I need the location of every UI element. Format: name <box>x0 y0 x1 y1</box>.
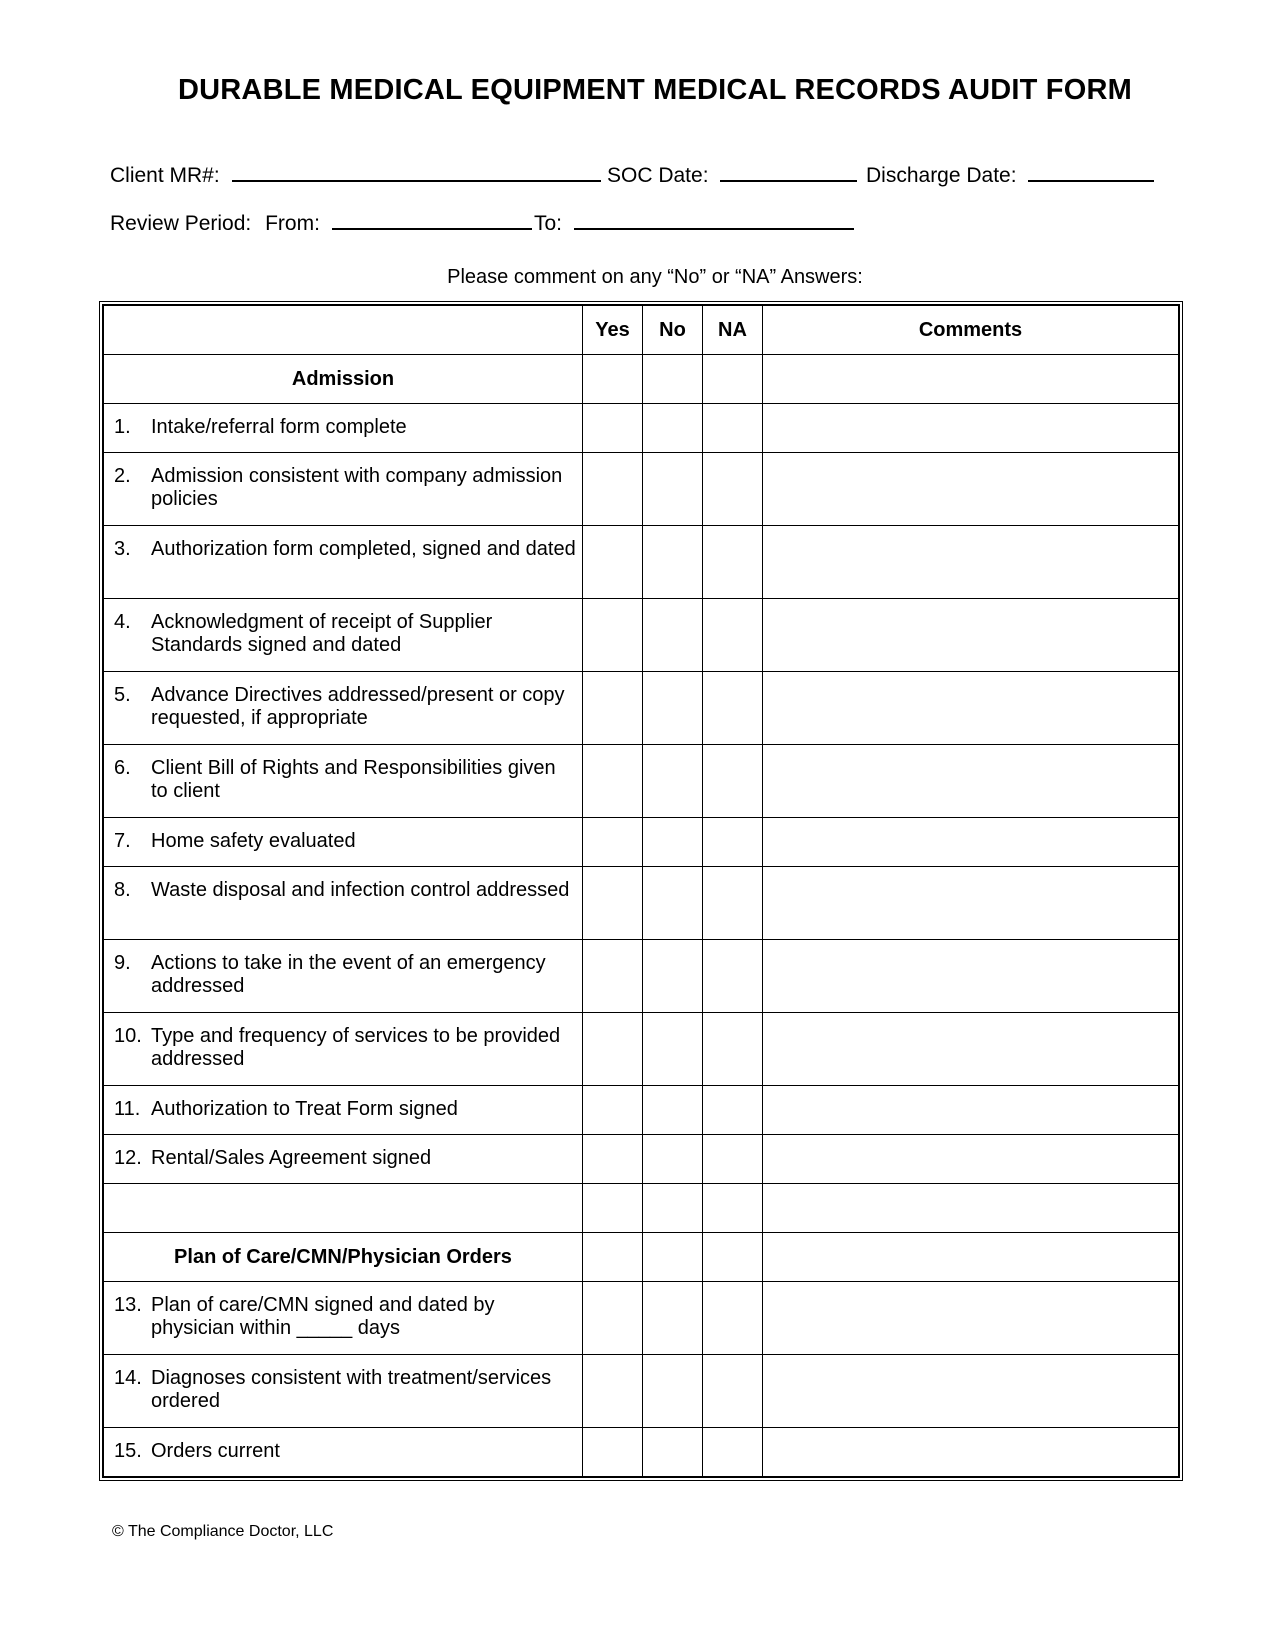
item-cell <box>104 1184 583 1233</box>
yes-checkbox-cell[interactable] <box>583 818 643 867</box>
from-date-field[interactable] <box>332 210 532 230</box>
item-number: 3. <box>114 538 131 560</box>
item-cell <box>104 599 583 672</box>
no-checkbox-cell[interactable] <box>643 1355 703 1428</box>
na-checkbox-cell <box>703 355 763 404</box>
comments-cell[interactable] <box>763 867 1179 940</box>
yes-checkbox-cell[interactable] <box>583 745 643 818</box>
item-cell <box>104 1013 583 1086</box>
na-checkbox-cell[interactable] <box>703 1013 763 1086</box>
item-text: Waste disposal and infection control addressed <box>151 879 570 901</box>
item-cell <box>104 1282 583 1355</box>
na-checkbox-cell[interactable] <box>703 745 763 818</box>
copyright: © The Compliance Doctor, LLC <box>112 1523 334 1540</box>
na-checkbox-cell[interactable] <box>703 404 763 453</box>
no-checkbox-cell[interactable] <box>643 1013 703 1086</box>
yes-checkbox-cell[interactable] <box>583 1013 643 1086</box>
no-checkbox-cell[interactable] <box>643 818 703 867</box>
item-text-wrap <box>104 1428 582 1463</box>
to-date-field[interactable] <box>574 210 854 230</box>
no-checkbox-cell[interactable] <box>643 867 703 940</box>
item-text-wrap <box>104 818 582 853</box>
item-text-wrap <box>104 526 582 561</box>
blank-row <box>104 1184 1179 1233</box>
table-row <box>104 599 1179 672</box>
yes-checkbox-cell[interactable] <box>583 453 643 526</box>
section-row <box>104 355 1179 404</box>
to-label: To: <box>534 212 563 235</box>
yes-checkbox-cell[interactable] <box>583 1282 643 1355</box>
na-checkbox-cell[interactable] <box>703 940 763 1013</box>
na-checkbox-cell <box>703 1184 763 1233</box>
table-row <box>104 1355 1179 1428</box>
na-checkbox-cell <box>703 1233 763 1282</box>
table-header-row <box>104 306 1179 355</box>
no-checkbox-cell[interactable] <box>643 404 703 453</box>
to-line <box>534 210 854 236</box>
no-checkbox-cell[interactable] <box>643 672 703 745</box>
item-number: 8. <box>114 879 131 901</box>
yes-checkbox-cell <box>583 1184 643 1233</box>
item-text-wrap <box>104 599 582 657</box>
yes-checkbox-cell[interactable] <box>583 867 643 940</box>
comments-cell[interactable] <box>763 404 1179 453</box>
form-title: DURABLE MEDICAL EQUIPMENT MEDICAL RECORDS AUDIT FORM <box>178 74 1132 106</box>
item-cell <box>104 404 583 453</box>
comment-instruction: Please comment on any “No” or “NA” Answers: <box>447 266 863 288</box>
yes-checkbox-cell[interactable] <box>583 404 643 453</box>
table-row <box>104 1013 1179 1086</box>
yes-checkbox-cell[interactable] <box>583 1355 643 1428</box>
section-row <box>104 1233 1179 1282</box>
item-number: 9. <box>114 952 131 974</box>
table-row <box>104 1282 1179 1355</box>
item-text: Authorization to Treat Form signed <box>151 1098 458 1120</box>
table-row <box>104 404 1179 453</box>
discharge-date-field[interactable] <box>1028 162 1154 182</box>
comments-cell[interactable] <box>763 599 1179 672</box>
item-number: 14. <box>114 1367 142 1389</box>
from-label: From: <box>265 212 320 235</box>
item-text-wrap <box>104 745 582 803</box>
item-number: 12. <box>114 1147 142 1169</box>
item-cell <box>104 745 583 818</box>
item-text: Advance Directives addressed/present or copy requested, if appropriate <box>151 684 565 729</box>
yes-checkbox-cell[interactable] <box>583 526 643 599</box>
audit-table <box>99 301 1183 1481</box>
item-number: 10. <box>114 1025 142 1047</box>
na-checkbox-cell[interactable] <box>703 453 763 526</box>
item-number: 1. <box>114 416 131 438</box>
comments-cell[interactable] <box>763 1135 1179 1184</box>
table-row <box>104 672 1179 745</box>
item-text: Client Bill of Rights and Responsibilities given to client <box>151 757 556 802</box>
comments-cell[interactable] <box>763 1086 1179 1135</box>
no-checkbox-cell[interactable] <box>643 599 703 672</box>
header-yes: Yes <box>583 306 643 355</box>
table-row <box>104 1428 1179 1477</box>
review-period-label: Review Period: <box>110 212 252 235</box>
yes-checkbox-cell[interactable] <box>583 672 643 745</box>
table-row <box>104 818 1179 867</box>
item-number: 6. <box>114 757 131 779</box>
header-no: No <box>643 306 703 355</box>
item-text-wrap <box>104 1013 582 1071</box>
item-text-wrap <box>104 1282 582 1340</box>
na-checkbox-cell[interactable] <box>703 599 763 672</box>
no-checkbox-cell[interactable] <box>643 940 703 1013</box>
comments-cell <box>763 1184 1179 1233</box>
comments-cell[interactable] <box>763 1282 1179 1355</box>
comments-cell[interactable] <box>763 526 1179 599</box>
comments-cell[interactable] <box>763 1013 1179 1086</box>
no-checkbox-cell[interactable] <box>643 1135 703 1184</box>
no-checkbox-cell[interactable] <box>643 526 703 599</box>
item-text: Orders current <box>151 1440 280 1462</box>
header-line-1 <box>110 162 601 188</box>
no-checkbox-cell[interactable] <box>643 745 703 818</box>
item-cell <box>104 453 583 526</box>
soc-date-label: SOC Date: <box>607 164 709 187</box>
item-number: 13. <box>114 1294 142 1316</box>
item-text: Admission consistent with company admission policies <box>151 465 563 510</box>
item-text-wrap <box>104 940 582 998</box>
comments-cell[interactable] <box>763 672 1179 745</box>
item-number: 15. <box>114 1440 142 1462</box>
header-na: NA <box>703 306 763 355</box>
header-comments: Comments <box>763 306 1179 355</box>
table-row <box>104 940 1179 1013</box>
item-text: Type and frequency of services to be provided addressed <box>151 1025 561 1070</box>
yes-checkbox-cell[interactable] <box>583 940 643 1013</box>
item-text-wrap <box>104 1086 582 1121</box>
client-mr-field[interactable] <box>232 162 601 182</box>
item-cell <box>104 672 583 745</box>
discharge-date-line <box>866 162 1154 188</box>
no-checkbox-cell[interactable] <box>643 1428 703 1477</box>
header-item <box>104 306 583 355</box>
na-checkbox-cell[interactable] <box>703 867 763 940</box>
na-checkbox-cell[interactable] <box>703 1282 763 1355</box>
yes-checkbox-cell[interactable] <box>583 1135 643 1184</box>
item-cell <box>104 818 583 867</box>
table-row <box>104 867 1179 940</box>
table-row <box>104 526 1179 599</box>
section-heading: Plan of Care/CMN/Physician Orders <box>104 1233 583 1282</box>
item-text: Diagnoses consistent with treatment/services ordered <box>151 1367 552 1412</box>
item-cell <box>104 1428 583 1477</box>
yes-checkbox-cell[interactable] <box>583 1086 643 1135</box>
comments-cell <box>763 355 1179 404</box>
item-text: Acknowledgment of receipt of Supplier Standards signed and dated <box>151 611 493 656</box>
na-checkbox-cell[interactable] <box>703 1135 763 1184</box>
comments-cell[interactable] <box>763 1355 1179 1428</box>
yes-checkbox-cell <box>583 355 643 404</box>
item-cell <box>104 940 583 1013</box>
no-checkbox-cell <box>643 1184 703 1233</box>
yes-checkbox-cell[interactable] <box>583 599 643 672</box>
section-heading: Admission <box>104 355 583 404</box>
no-checkbox-cell[interactable] <box>643 1086 703 1135</box>
item-number: 7. <box>114 830 131 852</box>
na-checkbox-cell[interactable] <box>703 526 763 599</box>
item-text: Plan of care/CMN signed and dated by physician within _____ days <box>151 1294 495 1339</box>
no-checkbox-cell[interactable] <box>643 1282 703 1355</box>
comments-cell[interactable] <box>763 818 1179 867</box>
item-text: Actions to take in the event of an emergency addressed <box>151 952 546 997</box>
item-number: 5. <box>114 684 131 706</box>
na-checkbox-cell[interactable] <box>703 672 763 745</box>
no-checkbox-cell[interactable] <box>643 453 703 526</box>
table-row <box>104 745 1179 818</box>
no-checkbox-cell <box>643 1233 703 1282</box>
yes-checkbox-cell <box>583 1233 643 1282</box>
item-number: 4. <box>114 611 131 633</box>
na-checkbox-cell[interactable] <box>703 1428 763 1477</box>
item-number: 11. <box>114 1098 141 1120</box>
review-period-line <box>110 210 532 236</box>
item-cell <box>104 867 583 940</box>
no-checkbox-cell <box>643 355 703 404</box>
item-cell <box>104 1355 583 1428</box>
yes-checkbox-cell[interactable] <box>583 1428 643 1477</box>
na-checkbox-cell[interactable] <box>703 1355 763 1428</box>
item-cell <box>104 1086 583 1135</box>
item-text-wrap <box>104 404 582 439</box>
soc-date-field[interactable] <box>720 162 857 182</box>
soc-date-line <box>607 162 857 188</box>
comments-cell[interactable] <box>763 745 1179 818</box>
comments-cell[interactable] <box>763 1428 1179 1477</box>
na-checkbox-cell[interactable] <box>703 1086 763 1135</box>
na-checkbox-cell[interactable] <box>703 818 763 867</box>
table-row <box>104 453 1179 526</box>
item-text-wrap <box>104 867 582 902</box>
item-text: Home safety evaluated <box>151 830 356 852</box>
item-text-wrap <box>104 453 582 511</box>
table-row <box>104 1086 1179 1135</box>
comments-cell[interactable] <box>763 940 1179 1013</box>
client-mr-label: Client MR#: <box>110 164 220 187</box>
table-row <box>104 1135 1179 1184</box>
item-text-wrap <box>104 1135 582 1170</box>
discharge-date-label: Discharge Date: <box>866 164 1017 187</box>
item-cell <box>104 1135 583 1184</box>
comments-cell[interactable] <box>763 453 1179 526</box>
item-text: Rental/Sales Agreement signed <box>151 1147 432 1169</box>
item-text: Intake/referral form complete <box>151 416 407 438</box>
item-text: Authorization form completed, signed and dated <box>151 538 576 560</box>
item-number: 2. <box>114 465 131 487</box>
item-text-wrap <box>104 1355 582 1413</box>
item-text-wrap <box>104 672 582 730</box>
item-cell <box>104 526 583 599</box>
comments-cell <box>763 1233 1179 1282</box>
